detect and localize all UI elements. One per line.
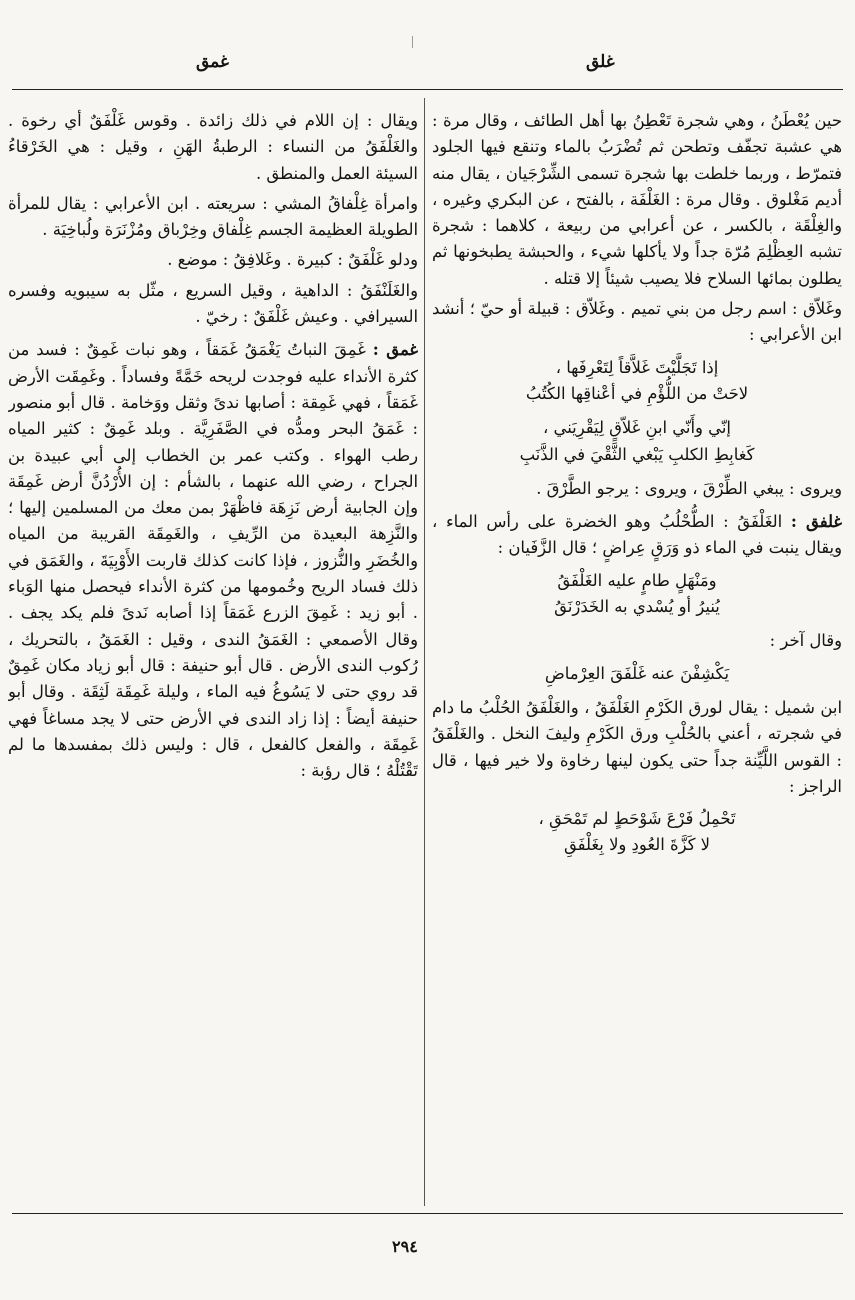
verse-line: ومَنْهَلٍ طامٍ عليه الغَلْفَقُ [557,570,717,590]
page-number: ٢٩٤ [392,1237,418,1256]
verse [432,355,842,408]
headword: غمق : [372,340,418,360]
entry-text: ابن شميل : يقال لورق الكَرْمِ الغَلْفَقُ ، والغَلْفَقُ الحُلْبُ ما دام في شجرته ، أعني بالحُلْبِ ورق الكَرْمِ وليفَ النخل . والغَلْفَقُ : القوس اللَّيِّنة جداً حتى يكون لينها رخاوة ولا خير فيها ، قال الراجز : [432,697,842,796]
entry-text: ويقال : إن اللام في ذلك زائدة . وقوس غَلْفَقٌ أي رخوة . والغَلْفَقُ من النساء : الرطبةُ الهَنِ ، وقيل : هي الخَرْقاءُ السيئة العمل والمنطق . [8,111,418,183]
verse-line: تَحْمِلُ فَرْعَ شَوْحَطٍ لم تَمْحَقِ ، [538,809,736,829]
right-column [432,108,842,1204]
entry-text: حين يُعْطَنُ ، وهي شجرة تَعْطِنُ بها أهل الطائف ، وقال مرة : هي عشبة تجفّف وتطحن ثم تُضْرَبُ بالماء وتنقع فيها الجلود فتمرّط ، وربما خلطت بها شجرة تسمى الشِّرْجَيان ، يقال منه أديم مَغْلوق . وقال مرة : الغَلْفَة ، بالفتح ، عن البكري وغيره ، والغِلْقَة ، بالكسر ، عن أعرابي من ربيعة ، كلاهما : شجرة تشبه العِظْلِمَ مُرّة جداً ولا يأكلها شيء ، والحبشة يطبخونها ثم يطلون بمائها السلاح فلا يصيب شيئاً إلا قتله . [432,111,842,288]
entry-text: وامرأة غِلْفاقُ المشي : سريعته . ابن الأعرابي : يقال للمرأة الطويلة العظيمة الجسم غِلْفاق وخِرْباق ومُزْنَرَة ولُباخِيَة . [8,193,418,240]
running-head-left: غمق [196,52,229,72]
entry-text: ودلو غَلْفَقٌ : كبيرة . وغَلافِقُ : موضع . [167,250,418,270]
headword: غلفق : [790,512,842,532]
verse-line: إذا تَجَلَّيْتَ غَلاَّقاً لِتَعْرِفَها ، [555,357,719,377]
verse [432,568,842,621]
entry-text: والغَلَنْفَقُ : الداهية ، وقيل السريع ، مثّل به سيبويه وفسره السيرافي . وعيش غَلْفَقٌ : رخيّ . [8,280,418,327]
verse [432,415,842,468]
left-column [8,108,418,1204]
running-head-right: غلق [586,52,615,72]
verse-line: يَكْشِفْنَ عنه غَلْفَقَ العِرْماضِ [544,663,730,683]
header-rule [12,89,843,90]
entry-text: وقال آخر : [769,631,842,651]
verse-line: يُنيرُ أو يُسْدي به الخَدَرْنَقُ [554,597,720,617]
entry-text: غَمِقَ النباتُ يَغْمَقُ غَمَقاً ، وهو نبات غَمِقٌ : فسد من كثرة الأنداء عليه فوجدت لريحه خَمَّةً وفساداً . وغَمِقَت الأرض غَمَقاً ، فهي غَمِقة : أصابها ندىً وثقل ووَخامة . قال أبو منصور : غَمَقُ البحر ومدُّه في الصَّفَرِيَّة . وبلد غَمِقٌ : كثير المياه رطب الهواء . وكتب عمر بن الخطاب إلى أبي عبيدة بن الجراح ، رضي الله عنهما ، بالشأم : إن الأُرْدُنَّ أرض غَمِقَة وإن الجابية أرض نَزِهَة فاظْهَرْ بمن معك من المسلمين إليها ؛ والنَّزِهة البعيدة من الرِّيفِ ، والغَمِقَة القريبة من المياه والخُضَرِ والنُّزوز ، فإذا كانت كذلك قاربت الأَوْبِيَةَ ، والغَمَق في ذلك فساد الريح وخُمومها من كثرة الأنداء فيحصل منها الوَباء . أبو زيد : غَمِقَ الزرع غَمَقاً إذا أصابه نَدىً فلم يكد يجف . وقال الأصمعي : الغَمَقُ الندى ، وقيل : الغَمَقُ ، بالتحريك ، رُكوب الندى الأرض . قال أبو حنيفة : قال أبو زياد مكان غَمِقٌ قد روي حتى لا يَسُوغُ فيه الماء ، وليلة غَمِقَة لَثِقَة . وقال أبو حنيفة أيضاً : إذا زاد الندى في الأرض حتى لا يجد مساغاً فهي غَمِقَة ، والفعل كالفعل ، قال : وليس ذلك بمفسدها ما لم تَقْتُلْهُ ؛ قال رؤبة : [8,340,418,781]
verse-line: لا كَزَّةَ العُودِ ولا بِغَلْفَقِ [564,835,710,855]
column-divider [424,98,425,1206]
verse-line: كَغابِطِ الكلبِ يَبْغي الثَّقْيَ في الذَّنَبِ [519,444,755,464]
footer-rule [12,1213,843,1214]
verse-line: لاحَتْ من اللُّؤْمِ في أعْناقِها الكُتُبُ [525,383,749,403]
entry-ghamaq [8,337,418,784]
entry-ghalfaq [432,509,842,562]
verse [432,661,842,687]
entry-text: ويروى : يبغي الطِّرْقَ ، ويروى : يرجو الطَّرْقَ . [536,478,842,498]
entry-text: الغَلْفَقُ : الطُّحْلُبُ وهو الخضرة على رأس الماء ، ويقال ينبت في الماء ذو وَرَقٍ عِراضٍ ؛ قال الزَّفَيان : [432,512,842,558]
entry-text: وغَلاّق : اسم رجل من بني تميم . وغَلاّق : قبيلة أو حيّ ؛ أنشد ابن الأعرابي : [432,299,842,345]
scan-mark [412,36,413,48]
verse-line: إنّي وأَنّي ابنِ غَلاّقٍ لِيَقْرِيَني ، [543,418,731,438]
verse [432,806,842,859]
